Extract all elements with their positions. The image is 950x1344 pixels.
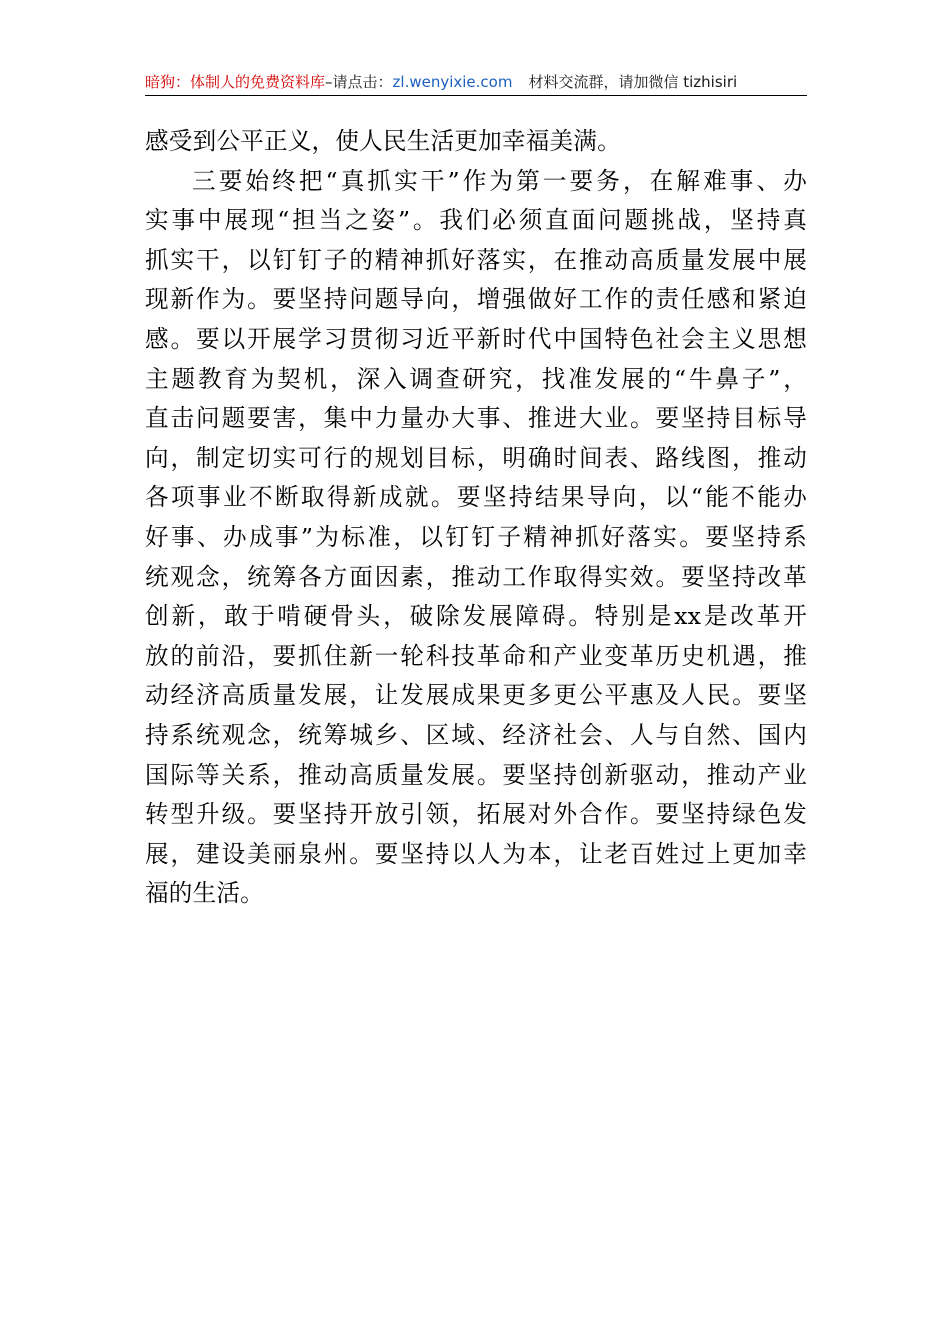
text-line: 统观念，统筹各方面因素，推动工作取得实效。要坚持改革 [145, 562, 807, 591]
header-click-prompt: –请点击： [325, 73, 393, 91]
text-line: 持系统观念，统筹城乡、区域、经济社会、人与自然、国内 [145, 720, 807, 749]
text-line: 放的前沿，要抓住新一轮科技革命和产业变革历史机遇，推 [145, 641, 807, 670]
text-line: 主题教育为契机，深入调查研究，找准发展的“牛鼻子”， [145, 364, 807, 393]
text-line: 向，制定切实可行的规划目标，明确时间表、路线图，推动 [145, 443, 807, 472]
text-line: 转型升级。要坚持开放引领，拓展对外合作。要坚持绿色发 [145, 800, 807, 829]
text-line: 现新作为。要坚持问题导向，增强做好工作的责任感和紧迫 [145, 285, 807, 314]
header-url-link[interactable]: zl.wenyixie.com [392, 73, 513, 91]
text-line: 感。要以开展学习贯彻习近平新时代中国特色社会主义思想 [145, 324, 807, 353]
text-line: 抓实干，以钉钉子的精神抓好落实，在推动高质量发展中展 [145, 245, 807, 274]
text-line: 动经济高质量发展，让发展成果更多更公平惠及人民。要坚 [145, 681, 807, 710]
text-line: 创新，敢于啃硬骨头，破除发展障碍。特别是xx是改革开 [145, 602, 807, 631]
header-divider [145, 95, 807, 96]
text-line: 展，建设美丽泉州。要坚持以人为本，让老百姓过上更加幸 [145, 839, 807, 868]
text-line: 好事、办成事”为标准，以钉钉子精神抓好落实。要坚持系 [145, 522, 807, 551]
text-line: 直击问题要害，集中力量办大事、推进大业。要坚持目标导 [145, 404, 807, 433]
header-wechat-note: 材料交流群，请加微信 tizhisiri [528, 73, 738, 91]
page-header [145, 70, 807, 94]
document-body [145, 122, 807, 914]
text-line: 实事中展现“担当之姿”。我们必须直面问题挑战，坚持真 [145, 206, 807, 235]
text-line: 各项事业不断取得新成就。要坚持结果导向，以“能不能办 [145, 483, 807, 512]
text-line: 国际等关系，推动高质量发展。要坚持创新驱动，推动产业 [145, 760, 807, 789]
text-line: 三要始终把“真抓实干”作为第一要务，在解难事、办 [192, 166, 807, 195]
header-site-name: 暗狗：体制人的免费资料库 [145, 73, 326, 91]
text-line: 感受到公平正义，使人民生活更加幸福美满。 [145, 127, 621, 155]
text-line: 福的生活。 [145, 879, 264, 908]
